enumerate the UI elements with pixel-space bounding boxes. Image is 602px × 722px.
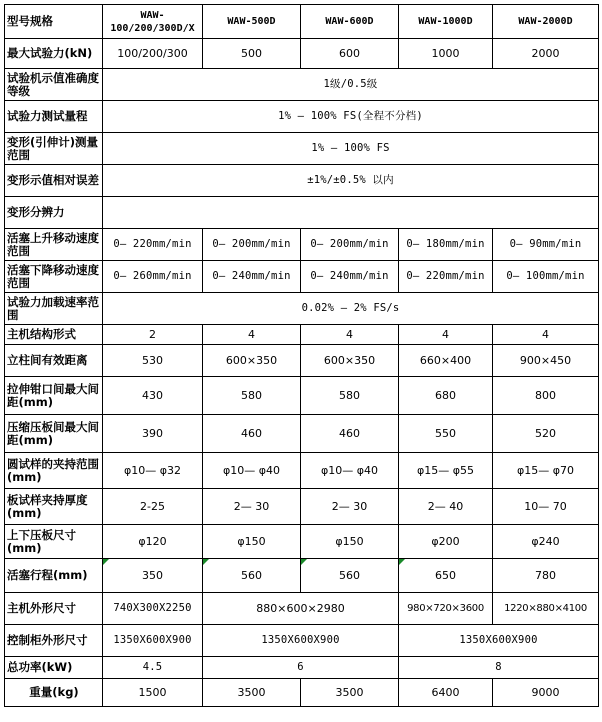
cell-value: 4.5 <box>103 657 203 679</box>
table-row <box>5 133 599 165</box>
cell-value: 1% — 100% FS(全程不分档) <box>103 101 599 133</box>
cell-value: ±1%/±0.5% 以内 <box>103 165 599 197</box>
table-row <box>5 453 599 489</box>
row-label: 压缩压板间最大间距(mm) <box>5 415 103 453</box>
row-label: 变形示值相对误差 <box>5 165 103 197</box>
cell-value: 4 <box>203 325 301 345</box>
table-row <box>5 525 599 559</box>
cell-value: 1350X600X900 <box>399 625 599 657</box>
marker-triangle <box>103 559 109 565</box>
table-row <box>5 559 599 593</box>
table-row <box>5 101 599 133</box>
row-label: 圆试样的夹持范围(mm) <box>5 453 103 489</box>
cell-value: 880×600×2980 <box>203 593 399 625</box>
row-label: 总功率(kW) <box>5 657 103 679</box>
cell-value <box>301 559 399 593</box>
model-header: WAW-2000D <box>493 5 599 39</box>
cell-value: 600×350 <box>301 345 399 377</box>
cell-value: 0— 260mm/min <box>103 261 203 293</box>
table-row <box>5 679 599 707</box>
row-label: 上下压板尺寸(mm) <box>5 525 103 559</box>
row-label: 试验机示值准确度等级 <box>5 69 103 101</box>
cell-value: φ240 <box>493 525 599 559</box>
cell-value: 1500 <box>103 679 203 707</box>
row-label: 立柱间有效距离 <box>5 345 103 377</box>
table-row <box>5 39 599 69</box>
cell-value: 980×720×3600 <box>399 593 493 625</box>
cell-value: 2— 30 <box>301 489 399 525</box>
marker-triangle <box>301 559 307 565</box>
cell-value: 550 <box>399 415 493 453</box>
model-header: WAW-600D <box>301 5 399 39</box>
row-label: 重量(kg) <box>5 679 103 707</box>
table-row <box>5 293 599 325</box>
cell-value <box>103 197 599 229</box>
table-row <box>5 593 599 625</box>
cell-value <box>203 559 301 593</box>
cell-value: 2 <box>103 325 203 345</box>
cell-value: 3500 <box>301 679 399 707</box>
cell-value: 4 <box>493 325 599 345</box>
cell-value: 0— 240mm/min <box>203 261 301 293</box>
model-header: WAW-100/200/300D/X <box>103 5 203 39</box>
cell-value: 1000 <box>399 39 493 69</box>
cell-text: 650 <box>435 569 456 582</box>
table-row <box>5 197 599 229</box>
cell-value: 0— 100mm/min <box>493 261 599 293</box>
table-row <box>5 165 599 197</box>
cell-value: 2— 40 <box>399 489 493 525</box>
cell-value: 530 <box>103 345 203 377</box>
cell-value: 0.02% — 2% FS/s <box>103 293 599 325</box>
row-label: 试验力测试量程 <box>5 101 103 133</box>
cell-value: 100/200/300 <box>103 39 203 69</box>
cell-value: 6400 <box>399 679 493 707</box>
cell-value: 600 <box>301 39 399 69</box>
cell-value: 1220×880×4100 <box>493 593 599 625</box>
row-label: 主机外形尺寸 <box>5 593 103 625</box>
table-row <box>5 625 599 657</box>
cell-value: 740X300X2250 <box>103 593 203 625</box>
header-row <box>5 5 599 39</box>
cell-value: 1350X600X900 <box>103 625 203 657</box>
cell-value: 6 <box>203 657 399 679</box>
table-row <box>5 325 599 345</box>
cell-value: 500 <box>203 39 301 69</box>
cell-value: 460 <box>301 415 399 453</box>
cell-value: 430 <box>103 377 203 415</box>
cell-value: 0— 180mm/min <box>399 229 493 261</box>
cell-value: φ120 <box>103 525 203 559</box>
cell-value: 520 <box>493 415 599 453</box>
table-row <box>5 657 599 679</box>
marker-triangle <box>399 559 405 565</box>
row-label: 变形分辨力 <box>5 197 103 229</box>
table-row <box>5 377 599 415</box>
cell-value: φ10— φ40 <box>301 453 399 489</box>
cell-value: 600×350 <box>203 345 301 377</box>
row-label: 变形(引伸计)测量范围 <box>5 133 103 165</box>
cell-value: φ150 <box>203 525 301 559</box>
row-label: 控制柜外形尺寸 <box>5 625 103 657</box>
cell-value: 4 <box>301 325 399 345</box>
cell-value: 0— 200mm/min <box>301 229 399 261</box>
table-row <box>5 489 599 525</box>
row-label: 拉伸钳口间最大间距(mm) <box>5 377 103 415</box>
cell-value: 660×400 <box>399 345 493 377</box>
row-label: 活塞行程(mm) <box>5 559 103 593</box>
table-row <box>5 229 599 261</box>
cell-value <box>399 559 493 593</box>
cell-value: φ15— φ55 <box>399 453 493 489</box>
cell-value: 580 <box>203 377 301 415</box>
cell-value: 2000 <box>493 39 599 69</box>
cell-value: 800 <box>493 377 599 415</box>
table-row <box>5 69 599 101</box>
cell-value <box>103 559 203 593</box>
cell-text: 560 <box>339 569 360 582</box>
row-label: 活塞上升移动速度范围 <box>5 229 103 261</box>
cell-value: 680 <box>399 377 493 415</box>
cell-value: φ150 <box>301 525 399 559</box>
cell-value: 9000 <box>493 679 599 707</box>
cell-value: φ10— φ40 <box>203 453 301 489</box>
table-row <box>5 261 599 293</box>
cell-value: 3500 <box>203 679 301 707</box>
spec-table <box>4 4 599 707</box>
cell-value: 1350X600X900 <box>203 625 399 657</box>
model-header: WAW-500D <box>203 5 301 39</box>
cell-text: 560 <box>241 569 262 582</box>
row-label: 试验力加载速率范围 <box>5 293 103 325</box>
table-row <box>5 345 599 377</box>
cell-value: 2— 30 <box>203 489 301 525</box>
cell-value: 900×450 <box>493 345 599 377</box>
cell-value: 0— 200mm/min <box>203 229 301 261</box>
row-label: 最大试验力(kN) <box>5 39 103 69</box>
cell-value: 0— 220mm/min <box>399 261 493 293</box>
cell-value: 1级/0.5级 <box>103 69 599 101</box>
marker-triangle <box>203 559 209 565</box>
cell-value: 10— 70 <box>493 489 599 525</box>
model-header: WAW-1000D <box>399 5 493 39</box>
cell-value: φ200 <box>399 525 493 559</box>
cell-value: 780 <box>493 559 599 593</box>
table-row <box>5 415 599 453</box>
cell-value: 4 <box>399 325 493 345</box>
cell-value: 1% — 100% FS <box>103 133 599 165</box>
cell-value: 8 <box>399 657 599 679</box>
cell-value: 460 <box>203 415 301 453</box>
row-label: 主机结构形式 <box>5 325 103 345</box>
cell-value: 580 <box>301 377 399 415</box>
cell-value: 0— 90mm/min <box>493 229 599 261</box>
header-label: 型号规格 <box>5 5 103 39</box>
cell-value: 0— 240mm/min <box>301 261 399 293</box>
cell-value: 2-25 <box>103 489 203 525</box>
row-label: 板试样夹持厚度(mm) <box>5 489 103 525</box>
cell-value: φ15— φ70 <box>493 453 599 489</box>
cell-value: φ10— φ32 <box>103 453 203 489</box>
cell-text: 350 <box>142 569 163 582</box>
cell-value: 390 <box>103 415 203 453</box>
row-label: 活塞下降移动速度范围 <box>5 261 103 293</box>
cell-value: 0— 220mm/min <box>103 229 203 261</box>
